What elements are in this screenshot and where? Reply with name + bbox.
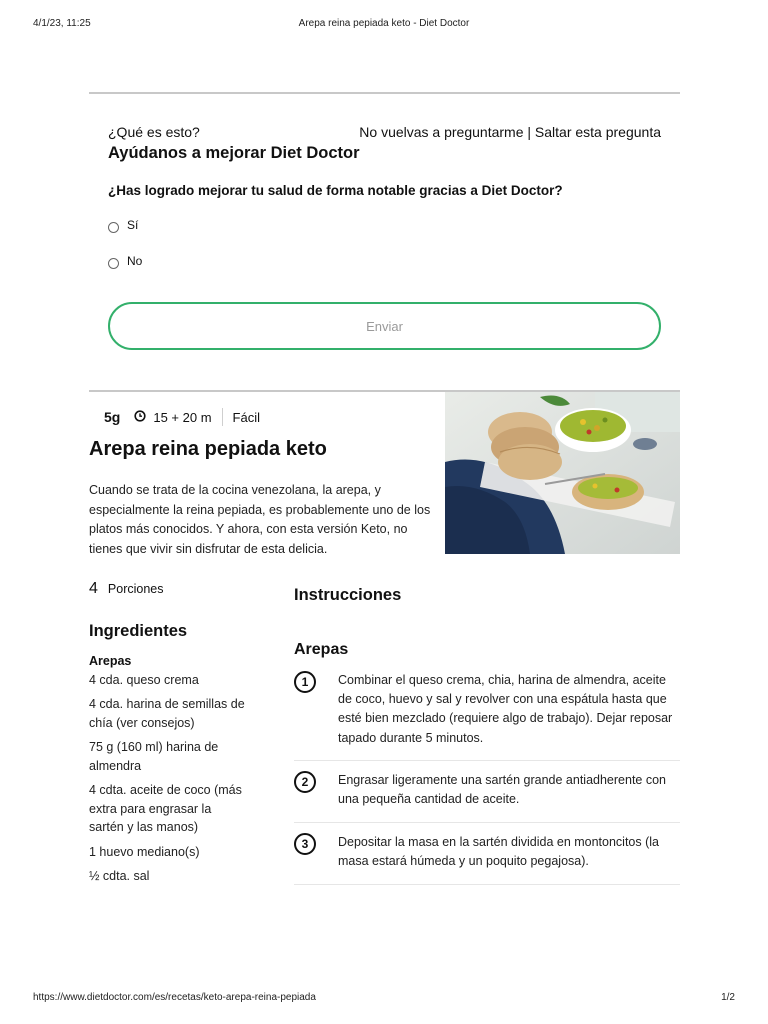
step-text: Combinar el queso crema, chia, harina de almendra, aceite de coco, huevo y sal y revolver con una espátula hasta que esté bien mezclado (requiere algo de trabajo). Dejar reposar tapado durante 5 minutos. bbox=[338, 673, 673, 745]
print-page-title: Arepa reina pepiada keto - Diet Doctor bbox=[298, 18, 470, 29]
ingredient-item: 4 cdta. aceite de coco (más extra para engrasar la sartén y las manos) bbox=[89, 783, 242, 834]
recipe-intro: Cuando se trata de la cocina venezolana, la arepa, y especialmente la reina pepiada, es probablemente uno de los platos más conocidos. Y ahora, con esta versión Keto, no tienes que vivir sin disfrutar de esta delicia. bbox=[89, 483, 431, 556]
instruction-step bbox=[294, 671, 680, 748]
radio-yes[interactable] bbox=[108, 222, 119, 233]
step-text: Engrasar ligeramente una sartén grande antiadherente con una pequeña cantidad de aceite. bbox=[338, 773, 666, 807]
ingredient-item: 4 cda. harina de semillas de chía (ver consejos) bbox=[89, 697, 245, 730]
cook-time: 15 + 20 m bbox=[153, 409, 212, 425]
recipe-title: Arepa reina pepiada keto bbox=[89, 438, 327, 460]
option-no[interactable] bbox=[108, 254, 142, 269]
print-timestamp: 4/1/23, 11:25 bbox=[33, 18, 91, 29]
step-number: 3 bbox=[294, 833, 316, 855]
net-carbs: 5g bbox=[104, 409, 121, 425]
servings bbox=[89, 580, 164, 598]
instructions-title: Instrucciones bbox=[294, 586, 402, 604]
step-text: Depositar la masa en la sartén dividida en montoncitos (la masa estará húmeda y un poquito pegajosa). bbox=[338, 835, 660, 869]
feedback-survey bbox=[108, 124, 661, 334]
servings-count[interactable]: 4 bbox=[89, 580, 98, 597]
difficulty: Fácil bbox=[232, 409, 260, 425]
option-yes-label: Sí bbox=[127, 218, 139, 232]
ingredient-item: ½ cdta. sal bbox=[89, 869, 150, 883]
option-no-label: No bbox=[127, 254, 143, 268]
skip-question-link[interactable]: Saltar esta pregunta bbox=[534, 124, 661, 140]
instruction-step bbox=[294, 833, 680, 871]
print-url: https://www.dietdoctor.com/es/recetas/keto-arepa-reina-pepiada bbox=[33, 992, 316, 1003]
clock-icon bbox=[134, 410, 146, 425]
ingredients-subtitle: Arepas bbox=[89, 654, 132, 668]
what-is-this-link[interactable]: ¿Qué es esto? bbox=[108, 124, 200, 140]
ingredient-item: 4 cda. queso crema bbox=[89, 672, 199, 687]
ingredient-item: 75 g (160 ml) harina de almendra bbox=[89, 740, 219, 773]
survey-actions bbox=[359, 124, 661, 140]
step-divider bbox=[294, 884, 680, 885]
ingredient-item: 1 huevo mediano(s) bbox=[89, 844, 200, 859]
print-page-number: 1/2 bbox=[721, 992, 735, 1003]
survey-top-divider bbox=[89, 92, 680, 94]
meta-separator bbox=[222, 408, 223, 426]
option-yes[interactable] bbox=[108, 218, 138, 233]
recipe-photo bbox=[445, 392, 680, 554]
ingredients-title: Ingredientes bbox=[89, 622, 188, 640]
step-divider bbox=[294, 822, 680, 823]
submit-button[interactable]: Enviar bbox=[108, 302, 661, 350]
ingredients-list bbox=[89, 652, 249, 886]
radio-no[interactable] bbox=[108, 258, 119, 269]
step-number: 2 bbox=[294, 771, 316, 793]
step-number: 1 bbox=[294, 671, 316, 693]
survey-title: Ayúdanos a mejorar Diet Doctor bbox=[108, 144, 360, 162]
survey-action-separator: | bbox=[523, 124, 535, 140]
instruction-step bbox=[294, 771, 680, 809]
instructions-group-title: Arepas bbox=[294, 641, 349, 658]
recipe-meta bbox=[104, 408, 260, 426]
step-divider bbox=[294, 760, 680, 761]
servings-label: Porciones bbox=[107, 582, 164, 596]
survey-question: ¿Has logrado mejorar tu salud de forma notable gracias a Diet Doctor? bbox=[108, 183, 563, 198]
dont-ask-again-link[interactable]: No vuelvas a preguntarme bbox=[359, 124, 524, 140]
survey-toolbar bbox=[108, 124, 661, 144]
